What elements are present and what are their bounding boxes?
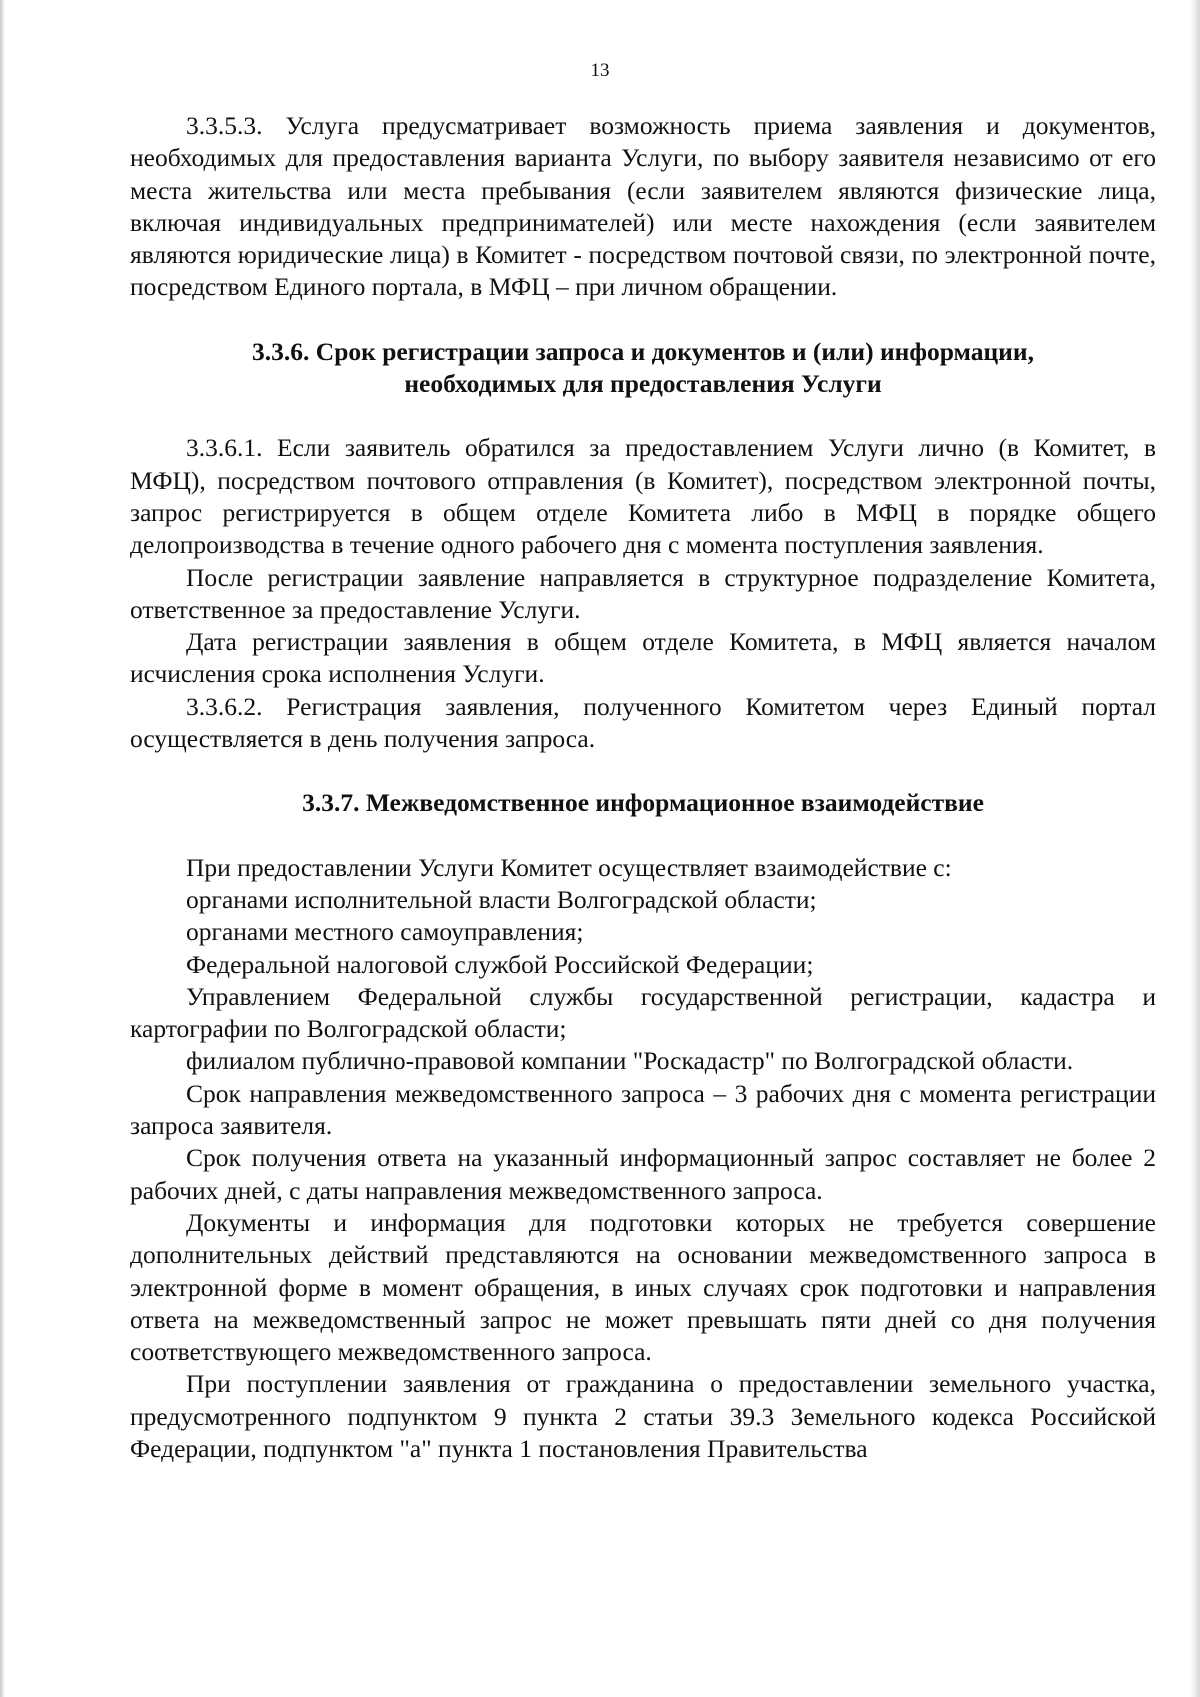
list-item-executive-bodies: органами исполнительной власти Волгоградской области;	[186, 884, 817, 914]
paragraph-request-deadline: Срок направления межведомственного запроса – 3 рабочих дня с момента регистрации запроса заявителя.	[130, 1078, 1156, 1141]
document-body	[130, 110, 1156, 1465]
list-item-roskadastr: филиалом публично-правовой компании "Роскадастр" по Волгоградской области.	[186, 1046, 1074, 1076]
list-item-rosreestr: Управлением Федеральной службы государственной регистрации, кадастра и картографии по Волгоградской области;	[130, 981, 1156, 1044]
paragraph-documents-info: Документы и информация для подготовки которых не требуется совершение дополнительных действий представляются на основании межведомственного запроса в электронной форме в момент обращения, в иных случаях срок подготовки и направления ответа на межведомственный запрос не может превышать пяти дней со дня получения соответствующего межведомственного запроса.	[130, 1207, 1156, 1367]
paragraph-3-3-6-1: 3.3.6.1. Если заявитель обратился за предоставлением Услуги лично (в Комитет, в МФЦ), посредством почтового отправления (в Комитет), посредством электронной почты, запрос регистрируется в общем отделе Комитета либо в МФЦ в порядке общего делопроизводства в течение одного рабочего дня с момента поступления заявления.	[130, 433, 1156, 560]
heading-3-3-6-line-1: 3.3.6. Срок регистрации запроса и документов и (или) информации,	[252, 336, 1034, 366]
paragraph-interaction-intro: При предоставлении Услуги Комитет осуществляет взаимодействие с:	[186, 852, 952, 882]
scan-edge-right	[1190, 0, 1200, 1697]
paragraph-land-plot: При поступлении заявления от гражданина о предоставлении земельного участка, предусмотренного подпунктом 9 пункта 2 статьи 39.3 Земельного кодекса Российской Федерации, подпунктом "а" пункта 1 постановления Правительства	[130, 1369, 1156, 1463]
heading-3-3-7	[130, 787, 1156, 819]
heading-3-3-7-line-1: 3.3.7. Межведомственное информационное взаимодействие	[302, 788, 984, 818]
scan-edge-left	[0, 0, 5, 1697]
heading-3-3-6-line-2: необходимых для предоставления Услуги	[404, 369, 882, 399]
list-item-local-government: органами местного самоуправления;	[186, 917, 584, 947]
list-item-tax-service: Федеральной налоговой службой Российской Федерации;	[186, 949, 814, 979]
paragraph-3-3-6-2: 3.3.6.2. Регистрация заявления, полученного Комитетом через Единый портал осуществляется в день получения запроса.	[130, 691, 1156, 754]
paragraph-response-deadline: Срок получения ответа на указанный информационный запрос составляет не более 2 рабочих дней, с даты направления межведомственного запроса.	[130, 1143, 1156, 1205]
heading-3-3-6	[130, 336, 1156, 401]
paragraph-registration-date: Дата регистрации заявления в общем отделе Комитета, в МФЦ является началом исчисления срока исполнения Услуги.	[130, 627, 1156, 689]
paragraph-3-3-5-3: 3.3.5.3. Услуга предусматривает возможность приема заявления и документов, необходимых для предоставления варианта Услуги, по выбору заявителя независимо от его места жительства или места пребывания (если заявителем являются физические лица, включая индивидуальных предпринимателей) или месте нахождения (если заявителем являются юридические лица) в Комитет - посредством почтовой связи, по электронной почте, посредством Единого портала, в МФЦ – при личном обращении.	[130, 111, 1156, 302]
paragraph-after-registration: После регистрации заявление направляется в структурное подразделение Комитета, ответственное за предоставление Услуги.	[130, 562, 1156, 624]
page-number: 13	[590, 60, 610, 81]
